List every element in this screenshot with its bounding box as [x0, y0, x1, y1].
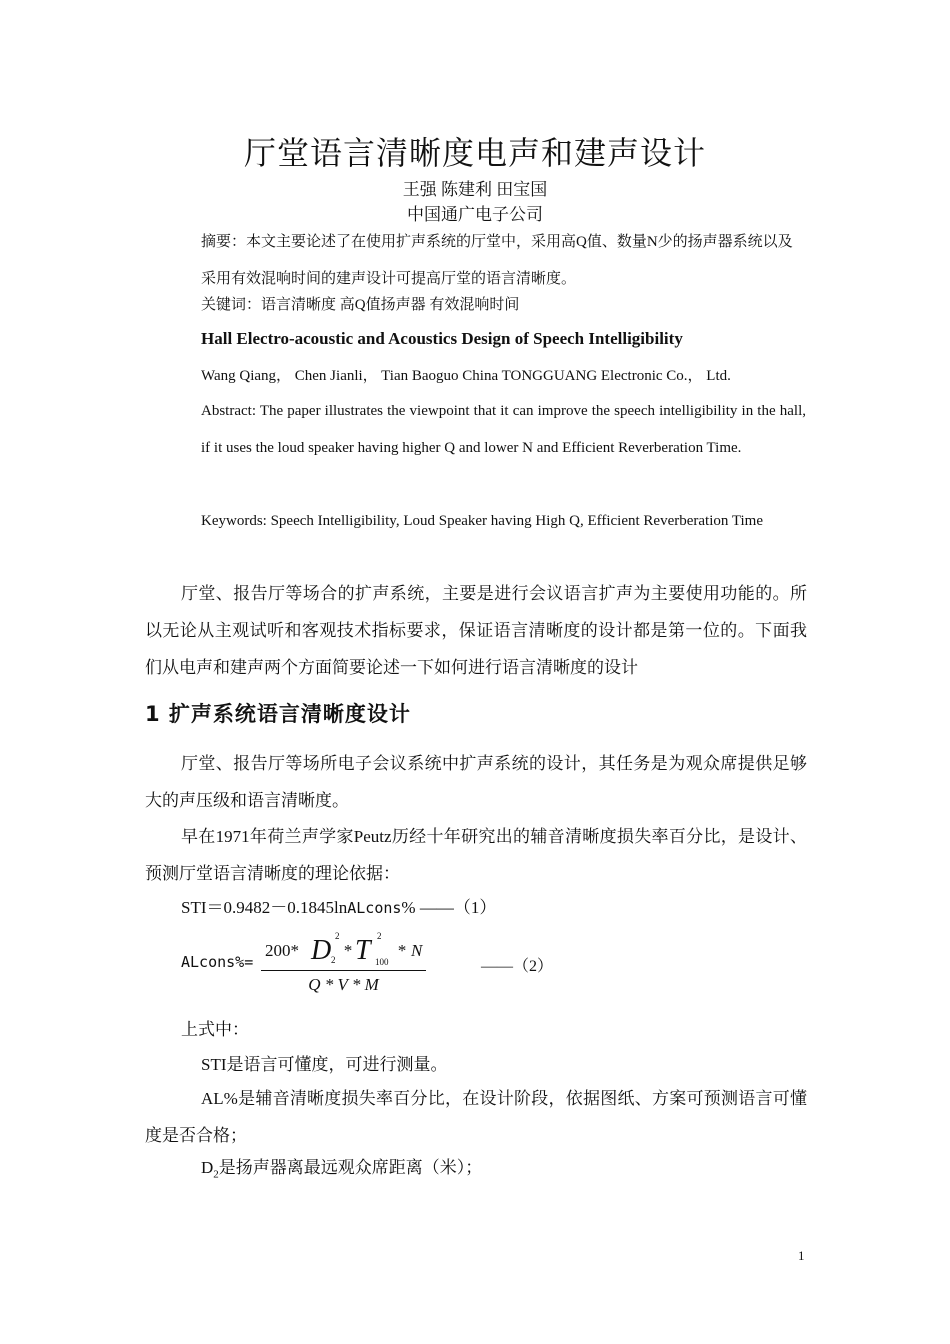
keywords-zh: 关键词：语言清晰度 高Q值扬声器 有效混响时间: [201, 297, 520, 313]
eq2-tag: ——（2）: [481, 958, 554, 975]
body-paragraph: 早在1971年荷兰声学家Peutz历经十年研究出的辅音清晰度损失率百分比，是设计、预测厅堂语言清晰度的理论依据：: [145, 827, 807, 883]
definition-d2: $D_2$是扬声器离最远观众席距离（米）；: [201, 1158, 483, 1181]
eq2-lhs: ALcons%=: [181, 953, 254, 971]
eq1-rest: % ——（1）: [401, 898, 497, 917]
eq2-t-sub: 100: [375, 957, 389, 967]
intro-paragraph: 厅堂、报告厅等场合的扩声系统，主要是进行会议语言扩声为主要使用功能的。所以无论从主观试听和客观技术指标要求，保证语言清晰度的设计都是第一位的。下面我们从电声和建声两个方面简要论述一下如何进行语言清晰度的设计: [145, 584, 807, 677]
page-number: 1: [798, 1248, 805, 1263]
abstract-zh: 摘要：本文主要论述了在使用扩声系统的厅堂中，采用高Q值、数量N少的扬声器系统以及采用有效混响时间的建声设计可提高厅堂的语言清晰度。: [201, 234, 793, 287]
eq2-n: N: [411, 941, 423, 960]
where-label: 上式中：: [181, 1020, 249, 1039]
keywords-en: Keywords: Speech Intelligibility, Loud Speaker having High Q, Efficient Reverberation Time: [201, 513, 763, 529]
english-title: Hall Electro-acoustic and Acoustics Design of Speech Intelligibility: [201, 329, 683, 348]
body-paragraph: 厅堂、报告厅等场所电子会议系统中扩声系统的设计，其任务是为观众席提供足够大的声压级和语言清晰度。: [145, 754, 807, 810]
eq2-d-sub: 2: [331, 955, 336, 965]
eq2-t-sup: 2: [377, 931, 382, 941]
eq2-numerator: [261, 931, 426, 969]
eq1-ln: ln: [334, 898, 348, 917]
eq1-mono: ALcons: [347, 899, 402, 917]
affiliation: 中国通广电子公司: [407, 205, 543, 224]
definition-al: AL%是辅音清晰度损失率百分比，在设计阶段，依据图纸、方案可预测语言可懂度是否合格；: [145, 1089, 807, 1145]
eq2-star: *: [343, 941, 352, 960]
eq2-star: *: [397, 941, 406, 960]
paper-title: 厅堂语言清晰度电声和建声设计: [243, 135, 706, 171]
abstract-en: Abstract: The paper illustrates the viewpoint that it can improve the speech intelligibility in the hall, if it uses the loud speaker having higher Q and lower N and Efficient Reverberation Time.: [201, 403, 806, 456]
fraction-bar: [261, 970, 426, 971]
eq2-num-a: 200*: [265, 941, 299, 960]
section-heading: 1 扩声系统语言清晰度设计: [145, 702, 411, 726]
eq2-t: T: [355, 935, 371, 966]
eq2-d-sup: 2: [335, 931, 340, 941]
definition-sti: STI是语言可懂度，可进行测量。: [201, 1055, 448, 1074]
equation-2: [181, 931, 781, 997]
author-list: 王强 陈建利 田宝国: [402, 180, 548, 199]
english-authors: Wang Qiang， Chen Jianli， Tian Baoguo China TONGGUANG Electronic Co.， Ltd.: [201, 368, 731, 384]
eq1-lhs: STI＝0.9482－0.1845: [181, 898, 334, 917]
equation-1: [181, 893, 496, 918]
eq2-d: D: [311, 935, 332, 966]
eq2-denominator: Q * V * M: [308, 975, 379, 994]
